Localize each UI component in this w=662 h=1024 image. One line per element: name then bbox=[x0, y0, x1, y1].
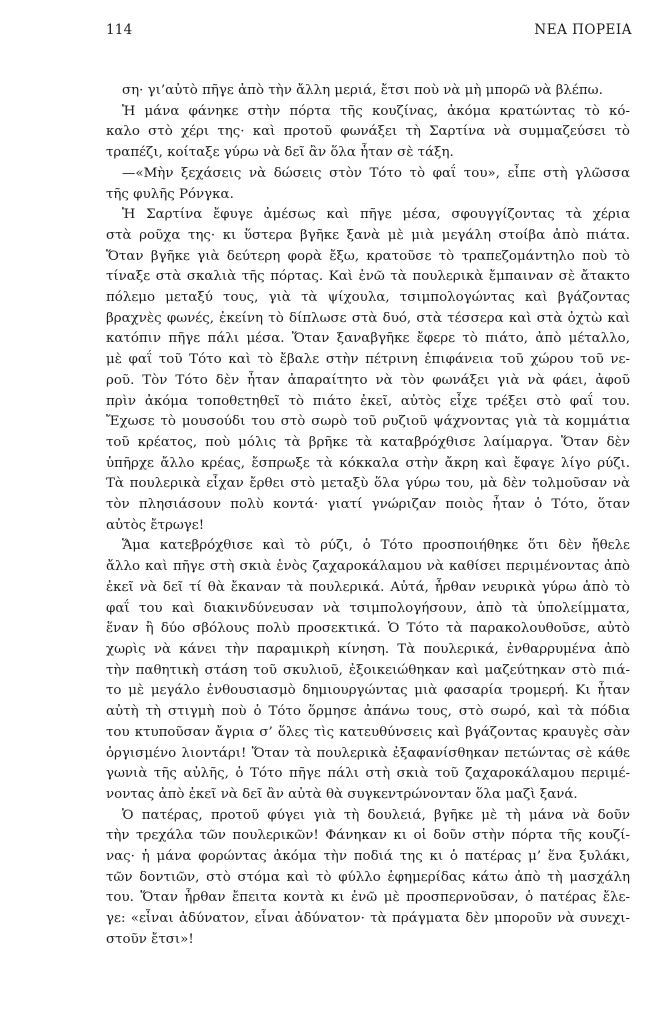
journal-title: ΝΕΑ ΠΟΡΕΙΑ bbox=[534, 22, 632, 38]
text-line: γωνιὰ τῆς αὐλῆς, ὁ Τότο πῆγε πάλι στὴ σκιὰ τοῦ ζαχαροκάλαμου περιμέ- bbox=[106, 766, 630, 782]
page-number: 114 bbox=[106, 22, 133, 38]
text-line: το μὲ μεγάλο ἐνθουσιασμὸ δημιουργώντας μιὰ φασαρία τρομερή. Κι ἦταν bbox=[106, 683, 630, 699]
text-line: νοντας ἀπὸ ἐκεῖ νὰ δεῖ ἂν αὐτὰ θὰ συγκεντρώνονταν ὅλα μαζὶ ξανά. bbox=[106, 786, 578, 802]
text-line: του κτυποῦσαν ἄγρια σ’ ὅλες τὶς κατευθύνσεις καὶ βγάζοντας κραυγὲς σὰν bbox=[106, 724, 630, 740]
text-line: ἕναν ἢ δύο σβόλους πολὺ προσεκτικά. Ὁ Τότο τὰ παρακολουθοῦσε, αὐτὸ bbox=[106, 621, 630, 637]
text-line: αὐτὴ τὴ στιγμὴ ποὺ ὁ Τότο ὅρμησε ἀπάνω τους, στὸ σωρό, καὶ τὰ πόδια bbox=[106, 704, 630, 720]
text-line: φαΐ του καὶ διακινδύνευσαν νὰ τσιμπολογήσουν, ἀπὸ τὰ ὑπολείμματα, bbox=[106, 600, 630, 616]
text-line: γε: «εἶναι ἀδύνατον, εἶναι ἀδύνατον· τὰ πράγματα δὲν μποροῦν νὰ συνεχι- bbox=[106, 911, 630, 927]
text-line: Ἔχωσε τὸ μουσούδι του στὸ σωρὸ τοῦ ρυζιοῦ ψάχνοντας γιὰ τὰ κομμάτια bbox=[106, 414, 630, 430]
text-line: χωρὶς νὰ κάνει τὴν παραμικρὴ κίνηση. Τὰ πουλερικά, ἐνθαρρυμένα ἀπὸ bbox=[106, 641, 630, 657]
text-line: τὸν πλησιάσουν πολὺ κοντά· γιατί γνώριζαν ποιὸς ἦταν ὁ Τότο, ὅταν bbox=[106, 497, 630, 513]
text-line: ση· γι’αὐτὸ πῆγε ἀπὸ τὴν ἄλλη μεριά, ἔτσι ποὺ νὰ μὴ μπορῶ νὰ βλέπω. bbox=[122, 83, 603, 98]
text-line: τῶν δοντιῶν, στὸ στόμα καὶ τὸ φύλλο ἐφημερίδας κάτω ἀπὸ τὴ μασχάλη bbox=[106, 869, 630, 885]
body-text bbox=[106, 81, 630, 951]
text-line: στὰ ροῦχα της· κι ὕστερα βγῆκε ξανὰ μὲ μιὰ μεγάλη στοίβα ἀπὸ πιάτα. bbox=[106, 227, 630, 243]
text-line: τραπέζι, κοίταξε γύρω νὰ δεῖ ἂν ὅλα ἦταν σὲ τάξη. bbox=[106, 145, 454, 161]
text-line: μὲ φαΐ τοῦ Τότο καὶ τὸ ἔβαλε στὴν πέτρινη ἐπιφάνεια τοῦ χώρου τοῦ νε- bbox=[106, 352, 630, 368]
text-line: τοῦ κρέατος, ποὺ μόλις τὰ βρῆκε τὰ καταβρόχθισε λαίμαργα. Ὅταν δὲν bbox=[106, 434, 630, 450]
text-line: ἄλλο καὶ πῆγε στὴ σκιὰ ἑνὸς ζαχαροκάλαμου νὰ καθίσει περιμένοντας ἀπὸ bbox=[106, 559, 630, 575]
text-line: ροῦ. Τὸν Τότο δὲν ἦταν ἀπαραίτητο νὰ τὸν φωνάξει γιὰ νὰ φάει, ἀφοῦ bbox=[106, 372, 630, 388]
text-line: Ἅμα κατεβρόχθισε καὶ τὸ ρύζι, ὁ Τότο προσποιήθηκε ὅτι δὲν ἤθελε bbox=[122, 538, 630, 554]
running-head bbox=[106, 22, 632, 44]
text-line: Ὅταν βγῆκε γιὰ δεύτερη φορὰ ἔξω, κρατοῦσε τὸ τραπεζομάντηλο ποὺ τὸ bbox=[106, 248, 630, 264]
text-line: Ἡ μάνα φάνηκε στὴν πόρτα τῆς κουζίνας, ἀκόμα κρατώντας τὸ κό- bbox=[122, 103, 630, 119]
text-line: Ἡ Σαρτίνα ἔφυγε ἀμέσως καὶ πῆγε μέσα, σφουγγίζοντας τὰ χέρια bbox=[122, 207, 630, 223]
text-line: τῆς φυλῆς Ρόνγκα. bbox=[106, 186, 234, 202]
text-line: νας· ἡ μάνα φορώντας ἀκόμα τὴν ποδιά της κι ὁ πατέρας μ’ ἕνα ξυλάκι, bbox=[106, 849, 630, 865]
text-line: πρὶν ἀκόμα τοποθετηθεῖ τὸ πιάτο ἐκεῖ, αὐτὸς εἶχε τρέξει στὸ φαΐ του. bbox=[106, 393, 630, 409]
text-line: πόλεμο μεταξύ τους, γιὰ τὰ ψίχουλα, τσιμπολογώντας καὶ βγάζοντας bbox=[106, 290, 630, 306]
text-line: Ὁ πατέρας, προτοῦ φύγει γιὰ τὴ δουλειά, βγῆκε μὲ τὴ μάνα νὰ δοῦν bbox=[122, 807, 630, 823]
text-line: ὑπῆρχε ἄλλο κρέας, ἔσπρωξε τὰ κόκκαλα στὴν ἄκρη καὶ ἔφαγε λίγο ρύζι. bbox=[106, 455, 630, 471]
text-line: βραχνὲς φωνές, ἐκείνη τὸ δίπλωσε στὰ δυό, στὰ τέσσερα καὶ στὰ ὀχτὼ καὶ bbox=[106, 310, 630, 326]
text-line: αὐτὸς ἔτρωγε! bbox=[106, 517, 205, 533]
text-line: τὴν παθητικὴ στάση τοῦ σκυλιοῦ, ἐξοικειώθηκαν καὶ μαζεύτηκαν στὸ πιά- bbox=[106, 662, 630, 678]
text-line: —«Μὴν ξεχάσεις νὰ δώσεις στὸν Τότο τὸ φαΐ του», εἶπε στὴ γλῶσσα bbox=[122, 165, 630, 181]
text-line: τίναξε στὰ σκαλιὰ τῆς πόρτας. Καὶ ἐνῶ τὰ πουλερικὰ ἔμπαιναν σὲ ἄτακτο bbox=[106, 269, 630, 285]
text-line: Τὰ πουλερικὰ εἶχαν ἔρθει στὸ μεταξὺ ὅλα γύρω του, μὰ δὲν τολμοῦσαν νὰ bbox=[106, 476, 630, 492]
text-line: του. Ὅταν ἦρθαν ἔπειτα κοντὰ κι ἐνῶ μὲ προσπερνοῦσαν, ὁ πατέρας ἔλε- bbox=[106, 890, 630, 906]
text-line: τὴν τρεχάλα τῶν πουλερικῶν! Φάνηκαν κι οἱ δοῦν στὴν πόρτα τῆς κουζί- bbox=[106, 828, 630, 844]
text-line: ἐκεῖ νὰ δεῖ τί θὰ ἔκαναν τὰ πουλερικά. Αὐτά, ἦρθαν νευρικὰ γύρω ἀπὸ τὸ bbox=[106, 579, 630, 595]
text-line: κατόπιν πῆγε πάλι μέσα. Ὅταν ξαναβγῆκε ἔφερε τὸ πιάτο, ἀπὸ μέταλλο, bbox=[106, 331, 630, 347]
text-line: στοῦν ἔτσι»! bbox=[106, 931, 194, 947]
text-line: καλο στὸ χέρι της· καὶ προτοῦ φωνάξει τὴ Σαρτίνα νὰ συμμαζεύσει τὸ bbox=[106, 124, 630, 140]
text-line: ὀργισμένο λιοντάρι! Ὅταν τὰ πουλερικὰ ἐξαφανίσθηκαν πετώντας σὲ κάθε bbox=[106, 745, 630, 761]
